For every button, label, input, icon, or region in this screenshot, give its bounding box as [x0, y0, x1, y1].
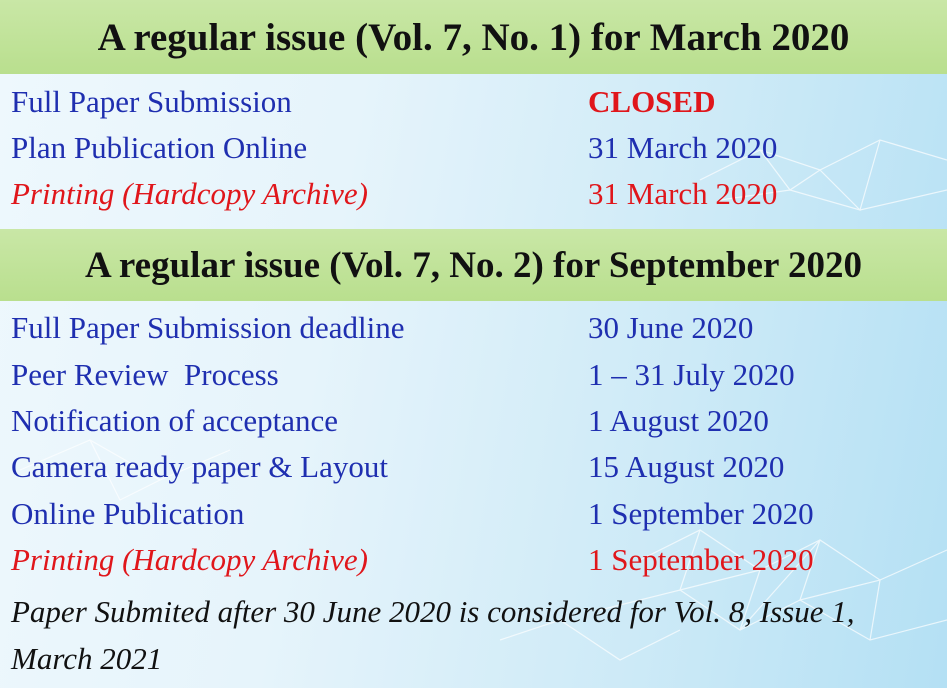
issue2-row-review — [0, 357, 947, 403]
issue2-row-online — [0, 496, 947, 542]
issue2-header: A regular issue (Vol. 7, No. 2) for September 2020 — [0, 229, 947, 301]
issue2-label-camera-ready: Camera ready paper & Layout — [11, 449, 388, 484]
issue1-label-publication: Plan Publication Online — [11, 130, 308, 165]
issue2-value-notification: 1 August 2020 — [588, 403, 769, 438]
issue2-label-printing: Printing (Hardcopy Archive) — [11, 542, 368, 577]
issue2-value-printing: 1 September 2020 — [588, 542, 814, 577]
issue2-label-review: Peer Review Process — [11, 357, 279, 392]
issue1-header: A regular issue (Vol. 7, No. 1) for March 2020 — [0, 0, 947, 74]
issue2-row-submission — [0, 310, 947, 356]
issue1-label-submission: Full Paper Submission — [11, 84, 292, 119]
issue1-row-printing — [0, 176, 947, 222]
issue2-label-submission: Full Paper Submission deadline — [11, 310, 405, 345]
submission-note: Paper Submited after 30 June 2020 is considered for Vol. 8, Issue 1, March 2021 — [11, 594, 855, 676]
issue1-row-submission — [0, 84, 947, 130]
issue2-label-notification: Notification of acceptance — [11, 403, 339, 438]
issue2-label-online: Online Publication — [11, 496, 245, 531]
issue1-value-printing: 31 March 2020 — [588, 176, 778, 211]
issue2-value-review: 1 – 31 July 2020 — [588, 357, 795, 392]
issue1-label-printing: Printing (Hardcopy Archive) — [11, 176, 368, 211]
issue1-status-closed: CLOSED — [588, 84, 716, 119]
issue2-row-camera-ready — [0, 449, 947, 495]
issue1-row-publication — [0, 130, 947, 176]
issue2-value-camera-ready: 15 August 2020 — [588, 449, 785, 484]
issue1-value-publication: 31 March 2020 — [588, 130, 778, 165]
issue2-value-online: 1 September 2020 — [588, 496, 814, 531]
issue2-value-submission: 30 June 2020 — [588, 310, 754, 345]
issue2-row-printing — [0, 542, 947, 588]
issue2-row-notification — [0, 403, 947, 449]
